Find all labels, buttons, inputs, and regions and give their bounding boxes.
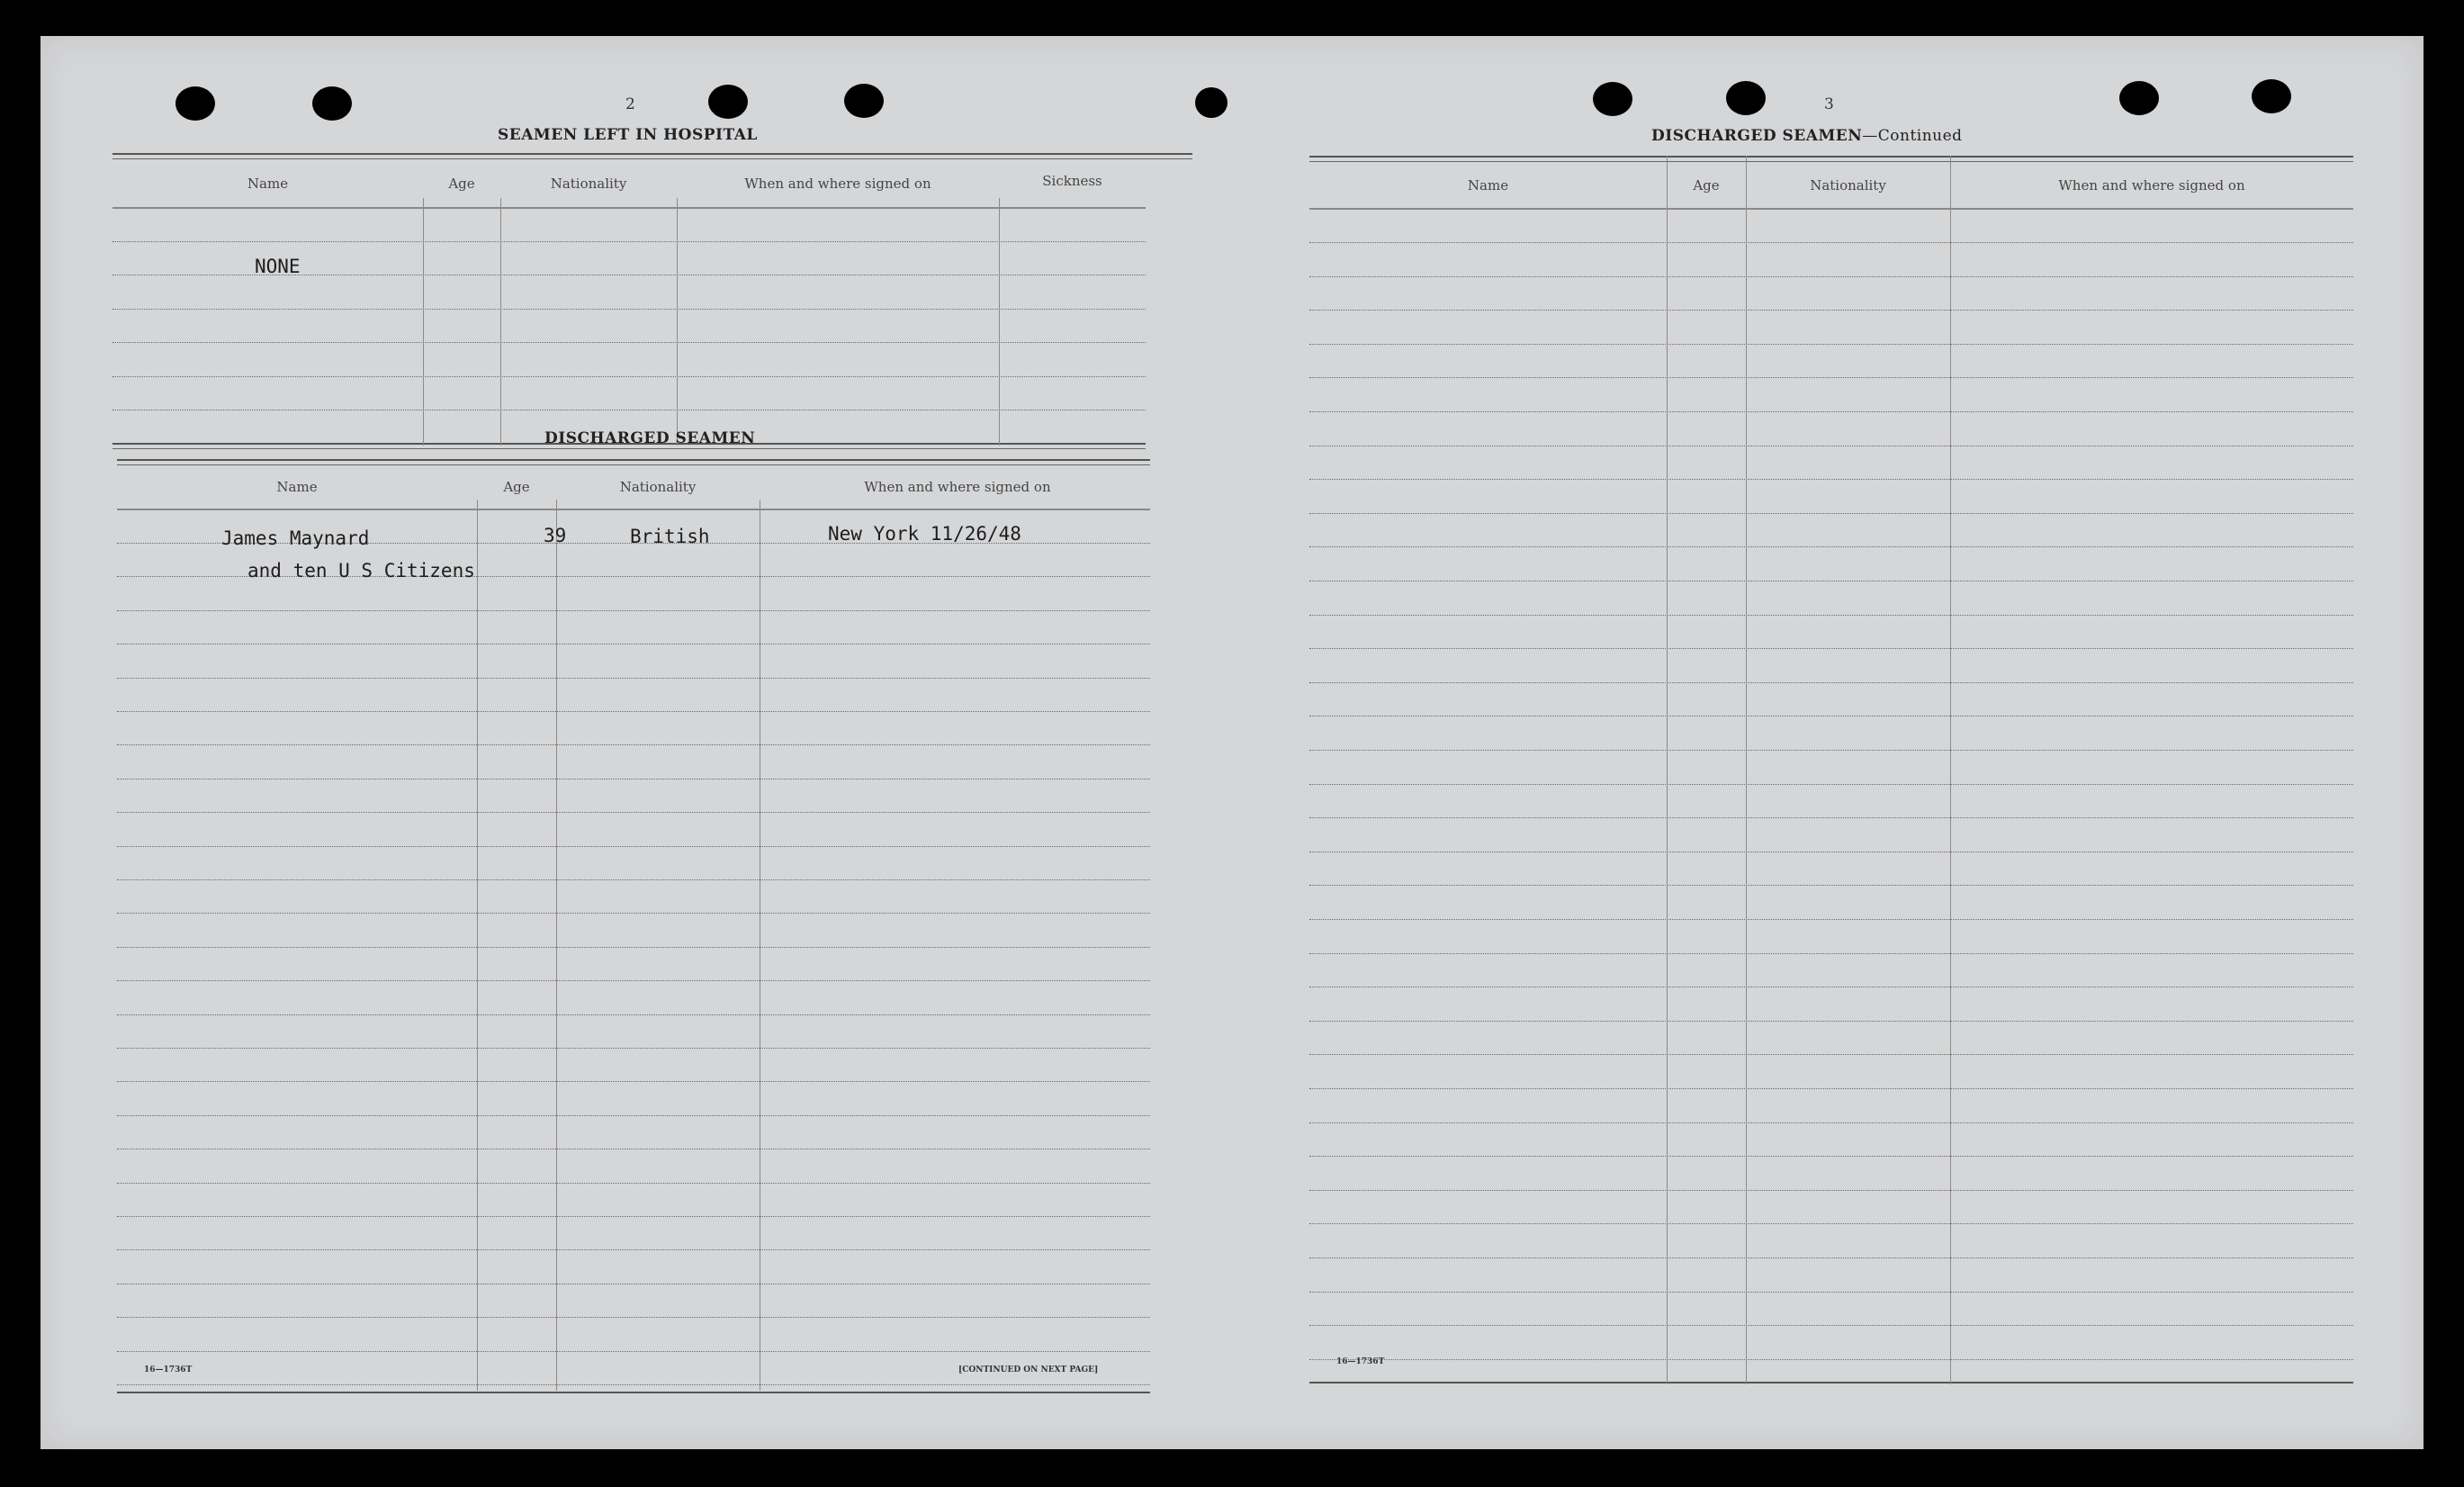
hospital-top-rule	[112, 153, 1192, 159]
discharged-continued-title	[1651, 127, 1963, 145]
hospital-col-sickness: Sickness	[1042, 173, 1102, 189]
punch-hole-8	[2119, 81, 2159, 115]
ruled-line	[1309, 310, 2353, 311]
punch-hole-2	[312, 86, 352, 121]
ruled-line	[117, 980, 1150, 981]
seaman-name-continued: and ten U S Citizens	[247, 560, 475, 581]
hospital-col-divider	[500, 198, 501, 446]
hospital-row-line	[112, 241, 1146, 242]
ruled-line	[117, 678, 1150, 679]
ruled-line	[117, 947, 1150, 948]
ruled-line	[1309, 885, 2353, 886]
ruled-line	[1309, 1156, 2353, 1157]
right-col-name: Name	[1467, 177, 1509, 194]
hospital-table	[112, 153, 1192, 450]
ruled-line	[1309, 1088, 2353, 1089]
ruled-line	[1309, 750, 2353, 751]
ruled-line	[117, 1183, 1150, 1184]
page-number-right: 3	[1824, 95, 1834, 113]
continued-note: [CONTINUED ON NEXT PAGE]	[958, 1365, 1099, 1374]
form-number-right: 16—1736T	[1336, 1357, 1385, 1366]
ruled-line	[1309, 682, 2353, 683]
discharged-bottom-rule	[117, 1392, 1150, 1396]
ruled-line	[117, 1384, 1150, 1385]
manifest-sheet	[40, 36, 2424, 1449]
ruled-line	[1309, 1054, 2353, 1055]
ruled-line	[1309, 546, 2353, 547]
punch-hole-3	[708, 85, 748, 119]
discharged-col-nationality: Nationality	[619, 479, 697, 495]
right-header-line	[1309, 208, 2353, 210]
ruled-line	[1309, 615, 2353, 616]
ruled-line	[1309, 1359, 2353, 1360]
ruled-line	[117, 744, 1150, 745]
right-col-nationality: Nationality	[1810, 177, 1886, 194]
seaman-signed-on: New York 11/26/48	[828, 523, 1021, 545]
discharged-col-divider	[556, 500, 557, 1391]
punch-hole-1	[175, 86, 215, 121]
discharged-col-name: Name	[276, 479, 318, 495]
right-col-age: Age	[1693, 177, 1720, 194]
ruled-line	[1309, 344, 2353, 345]
ruled-line	[117, 610, 1150, 611]
discharged-continued-title-cont: —Continued	[1862, 127, 1963, 145]
hospital-col-divider	[999, 198, 1000, 446]
page-number-left: 2	[625, 95, 635, 113]
hospital-entry-none: NONE	[255, 256, 301, 277]
ruled-line	[1309, 817, 2353, 818]
ruled-line	[1309, 1122, 2353, 1123]
ruled-line	[1309, 648, 2353, 649]
discharged-col-age: Age	[503, 479, 530, 495]
ruled-line	[1309, 411, 2353, 412]
ruled-line	[117, 1216, 1150, 1217]
ruled-line	[1309, 919, 2353, 920]
hospital-col-divider	[677, 198, 678, 446]
right-bottom-rule	[1309, 1382, 2353, 1386]
punch-hole-4	[844, 84, 884, 118]
ruled-line	[1309, 242, 2353, 243]
ruled-line	[117, 913, 1150, 914]
ruled-line	[1309, 1190, 2353, 1191]
punch-hole-9	[2252, 79, 2291, 113]
ruled-line	[117, 1249, 1150, 1250]
punch-hole-6	[1593, 82, 1632, 116]
ruled-line	[117, 711, 1150, 712]
ruled-line	[1309, 1292, 2353, 1293]
discharged-col-divider	[477, 500, 478, 1391]
discharged-header-line	[117, 509, 1150, 510]
discharged-col-signed-on: When and where signed on	[864, 479, 1051, 495]
ruled-line	[1309, 276, 2353, 277]
ruled-line	[1309, 1325, 2353, 1326]
ruled-line	[117, 1048, 1150, 1049]
hospital-col-signed-on: When and where signed on	[744, 176, 931, 192]
punch-hole-7	[1726, 81, 1766, 115]
hospital-header-line	[112, 207, 1146, 209]
seaman-name: James Maynard	[221, 527, 370, 549]
hospital-row-line	[112, 342, 1146, 343]
ruled-line	[1309, 377, 2353, 378]
right-col-divider	[1950, 156, 1951, 1384]
ruled-line	[117, 779, 1150, 780]
right-col-divider	[1667, 156, 1668, 1384]
hospital-col-divider	[423, 198, 424, 446]
ruled-line	[1309, 1257, 2353, 1258]
ruled-line	[117, 1115, 1150, 1116]
ruled-line	[117, 879, 1150, 880]
right-top-rule	[1309, 156, 2353, 162]
ruled-line	[117, 1081, 1150, 1082]
ruled-line	[117, 1317, 1150, 1318]
ruled-line	[1309, 1021, 2353, 1022]
discharged-table-right	[1309, 156, 2353, 1398]
discharged-table-left	[117, 459, 1197, 1395]
hospital-col-nationality: Nationality	[550, 176, 627, 192]
ruled-line	[117, 812, 1150, 813]
ruled-line	[117, 846, 1150, 847]
right-col-signed-on: When and where signed on	[2058, 177, 2245, 194]
hospital-col-name: Name	[247, 176, 289, 192]
seaman-age: 39	[544, 525, 567, 546]
discharged-section-title: DISCHARGED SEAMEN	[544, 429, 756, 447]
punch-hole-5	[1195, 87, 1228, 118]
seaman-nationality: British	[630, 526, 710, 547]
right-col-divider	[1746, 156, 1747, 1384]
ruled-line	[1309, 784, 2353, 785]
ruled-line	[117, 1014, 1150, 1015]
discharged-top-rule	[117, 459, 1150, 465]
hospital-row-line	[112, 376, 1146, 377]
hospital-section-title: SEAMEN LEFT IN HOSPITAL	[498, 126, 758, 144]
ruled-line	[1309, 513, 2353, 514]
hospital-row-line	[112, 309, 1146, 310]
form-number-left: 16—1736T	[144, 1365, 193, 1374]
ruled-line	[1309, 1223, 2353, 1224]
ruled-line	[117, 1351, 1150, 1352]
hospital-col-age: Age	[448, 176, 475, 192]
discharged-continued-title-main: DISCHARGED SEAMEN	[1651, 127, 1863, 145]
ruled-line	[1309, 479, 2353, 480]
ruled-line	[1309, 953, 2353, 954]
